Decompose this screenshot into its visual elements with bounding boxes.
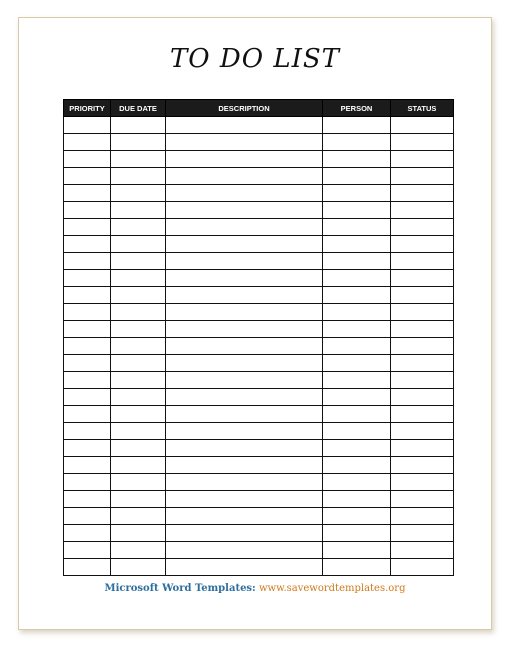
cell-description [166, 117, 323, 134]
cell-due-date [111, 202, 166, 219]
cell-description [166, 134, 323, 151]
cell-description [166, 304, 323, 321]
cell-description [166, 491, 323, 508]
cell-status [391, 440, 454, 457]
cell-status [391, 559, 454, 576]
cell-person [323, 355, 391, 372]
table-row [64, 423, 454, 440]
table-row [64, 457, 454, 474]
cell-description [166, 406, 323, 423]
cell-priority [64, 185, 111, 202]
cell-description [166, 542, 323, 559]
column-header-status: STATUS [391, 100, 454, 117]
cell-priority [64, 474, 111, 491]
cell-person [323, 474, 391, 491]
cell-person [323, 151, 391, 168]
cell-priority [64, 151, 111, 168]
todo-table [63, 99, 454, 576]
table-row [64, 287, 454, 304]
table-row [64, 168, 454, 185]
cell-description [166, 202, 323, 219]
cell-person [323, 219, 391, 236]
cell-status [391, 423, 454, 440]
cell-due-date [111, 151, 166, 168]
cell-person [323, 423, 391, 440]
cell-description [166, 440, 323, 457]
cell-status [391, 321, 454, 338]
cell-description [166, 253, 323, 270]
cell-description [166, 338, 323, 355]
column-header-description: DESCRIPTION [166, 100, 323, 117]
cell-due-date [111, 491, 166, 508]
cell-priority [64, 355, 111, 372]
cell-person [323, 457, 391, 474]
cell-person [323, 253, 391, 270]
cell-priority [64, 287, 111, 304]
cell-due-date [111, 372, 166, 389]
cell-due-date [111, 559, 166, 576]
cell-description [166, 457, 323, 474]
table-row [64, 185, 454, 202]
cell-priority [64, 440, 111, 457]
cell-due-date [111, 525, 166, 542]
cell-description [166, 474, 323, 491]
cell-person [323, 389, 391, 406]
cell-due-date [111, 474, 166, 491]
cell-due-date [111, 270, 166, 287]
table-row [64, 338, 454, 355]
cell-status [391, 355, 454, 372]
cell-priority [64, 338, 111, 355]
cell-status [391, 389, 454, 406]
cell-due-date [111, 134, 166, 151]
cell-person [323, 559, 391, 576]
cell-priority [64, 202, 111, 219]
cell-description [166, 236, 323, 253]
table-row [64, 474, 454, 491]
cell-priority [64, 457, 111, 474]
table-row [64, 270, 454, 287]
cell-due-date [111, 321, 166, 338]
cell-status [391, 287, 454, 304]
cell-priority [64, 389, 111, 406]
table-body [64, 117, 454, 576]
cell-status [391, 508, 454, 525]
cell-person [323, 525, 391, 542]
cell-description [166, 321, 323, 338]
column-header-person: PERSON [323, 100, 391, 117]
table-row [64, 134, 454, 151]
cell-priority [64, 270, 111, 287]
cell-status [391, 236, 454, 253]
cell-priority [64, 321, 111, 338]
cell-status [391, 202, 454, 219]
cell-status [391, 406, 454, 423]
cell-priority [64, 559, 111, 576]
cell-priority [64, 372, 111, 389]
cell-description [166, 355, 323, 372]
cell-person [323, 321, 391, 338]
table-row [64, 253, 454, 270]
cell-due-date [111, 168, 166, 185]
cell-person [323, 304, 391, 321]
table-row [64, 372, 454, 389]
table-row [64, 202, 454, 219]
cell-priority [64, 304, 111, 321]
cell-due-date [111, 542, 166, 559]
cell-status [391, 474, 454, 491]
cell-priority [64, 134, 111, 151]
cell-status [391, 338, 454, 355]
table-row [64, 389, 454, 406]
cell-description [166, 151, 323, 168]
column-header-due-date: DUE DATE [111, 100, 166, 117]
table-row [64, 491, 454, 508]
cell-person [323, 236, 391, 253]
cell-priority [64, 423, 111, 440]
cell-person [323, 338, 391, 355]
cell-status [391, 525, 454, 542]
cell-priority [64, 542, 111, 559]
cell-priority [64, 491, 111, 508]
cell-due-date [111, 287, 166, 304]
cell-due-date [111, 440, 166, 457]
cell-description [166, 525, 323, 542]
table-row [64, 117, 454, 134]
cell-due-date [111, 304, 166, 321]
page-title: TO DO LIST [169, 44, 341, 74]
cell-due-date [111, 389, 166, 406]
cell-status [391, 219, 454, 236]
footer-link[interactable]: www.savewordtemplates.org [258, 583, 406, 594]
cell-status [391, 457, 454, 474]
table-row [64, 236, 454, 253]
cell-due-date [111, 253, 166, 270]
cell-description [166, 372, 323, 389]
cell-status [391, 372, 454, 389]
table-row [64, 525, 454, 542]
cell-person [323, 270, 391, 287]
cell-status [391, 253, 454, 270]
table-row [64, 542, 454, 559]
cell-status [391, 117, 454, 134]
cell-person [323, 287, 391, 304]
cell-priority [64, 117, 111, 134]
cell-description [166, 168, 323, 185]
cell-person [323, 372, 391, 389]
cell-priority [64, 253, 111, 270]
cell-priority [64, 168, 111, 185]
cell-due-date [111, 457, 166, 474]
cell-status [391, 185, 454, 202]
cell-description [166, 185, 323, 202]
cell-status [391, 491, 454, 508]
footer-label: Microsoft Word Templates: [104, 583, 256, 594]
document-page [18, 17, 492, 630]
cell-description [166, 423, 323, 440]
cell-status [391, 542, 454, 559]
table-row [64, 559, 454, 576]
cell-person [323, 491, 391, 508]
cell-priority [64, 406, 111, 423]
table-row [64, 151, 454, 168]
cell-description [166, 559, 323, 576]
cell-person [323, 508, 391, 525]
cell-priority [64, 525, 111, 542]
cell-due-date [111, 338, 166, 355]
cell-person [323, 440, 391, 457]
table-row [64, 219, 454, 236]
cell-due-date [111, 355, 166, 372]
cell-person [323, 117, 391, 134]
cell-priority [64, 508, 111, 525]
cell-status [391, 304, 454, 321]
cell-status [391, 151, 454, 168]
cell-due-date [111, 423, 166, 440]
table-row [64, 440, 454, 457]
cell-description [166, 287, 323, 304]
cell-person [323, 185, 391, 202]
cell-priority [64, 219, 111, 236]
cell-status [391, 134, 454, 151]
cell-due-date [111, 406, 166, 423]
cell-person [323, 168, 391, 185]
cell-person [323, 406, 391, 423]
cell-status [391, 168, 454, 185]
cell-person [323, 202, 391, 219]
cell-person [323, 134, 391, 151]
cell-status [391, 270, 454, 287]
table-row [64, 304, 454, 321]
cell-due-date [111, 508, 166, 525]
table-row [64, 508, 454, 525]
table-row [64, 406, 454, 423]
cell-description [166, 219, 323, 236]
cell-due-date [111, 117, 166, 134]
cell-description [166, 508, 323, 525]
table-row [64, 355, 454, 372]
cell-due-date [111, 185, 166, 202]
cell-description [166, 270, 323, 287]
cell-person [323, 542, 391, 559]
cell-description [166, 389, 323, 406]
cell-due-date [111, 236, 166, 253]
cell-due-date [111, 219, 166, 236]
column-header-priority: PRIORITY [64, 100, 111, 117]
table-row [64, 321, 454, 338]
cell-priority [64, 236, 111, 253]
footer [19, 583, 491, 594]
table-header-row [64, 100, 454, 117]
